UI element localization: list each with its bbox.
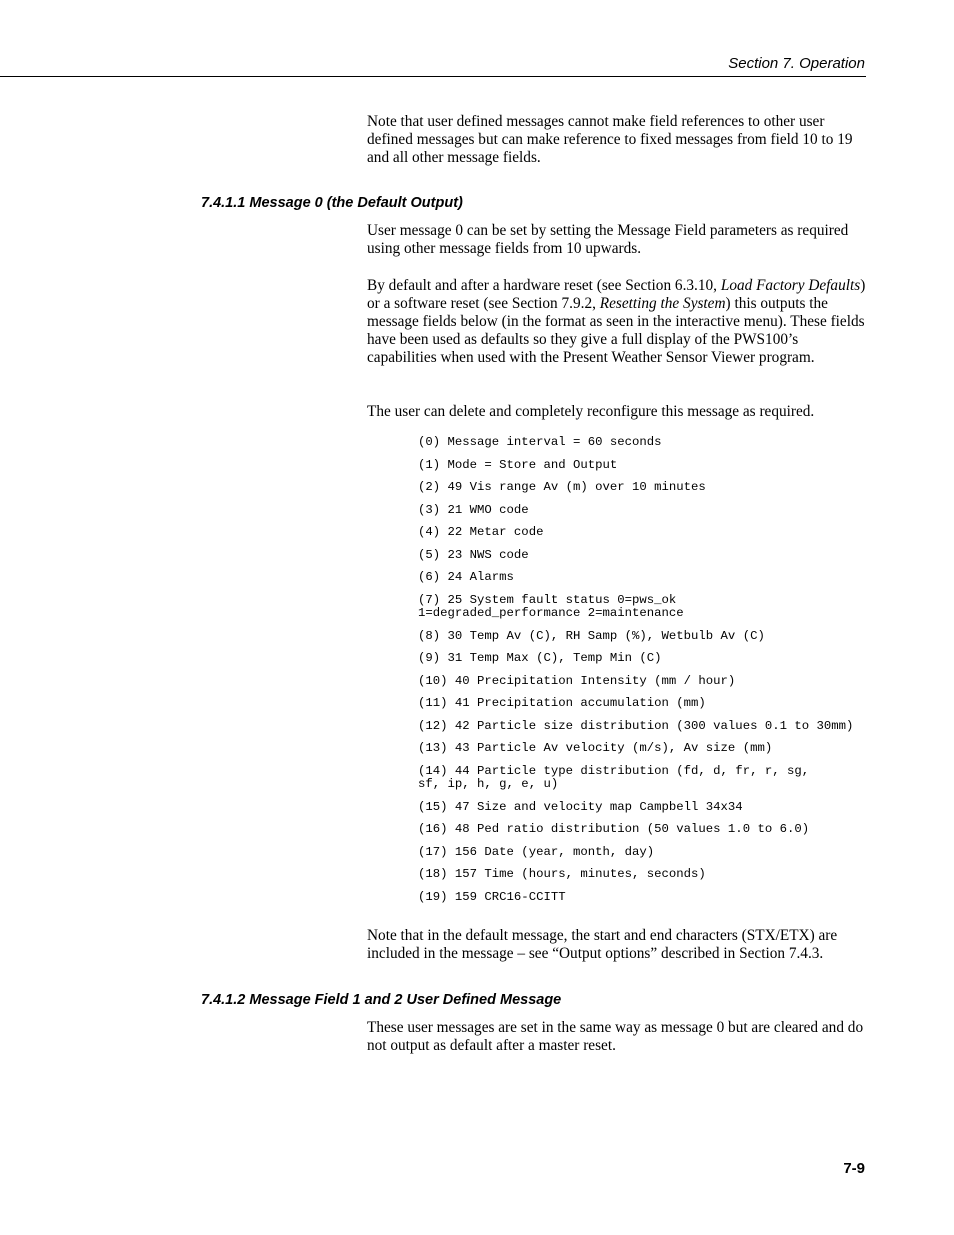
field-list-item: (17) 156 Date (year, month, day) bbox=[418, 844, 655, 859]
field-list-item: (6) 24 Alarms bbox=[418, 570, 514, 584]
field-list-item: (3) 21 WMO code bbox=[418, 502, 529, 517]
running-header: Section 7. Operation bbox=[728, 55, 865, 72]
field-list-item: (19) 159 CRC16-CCITT bbox=[418, 889, 566, 904]
field-list-item: (4) 22 Metar code bbox=[418, 525, 544, 539]
p2-text-a: By default and after a hardware reset (see Section 6.3.10, bbox=[367, 277, 721, 294]
field-list-item: (15) 47 Size and velocity map Campbell 34x34 bbox=[418, 799, 743, 814]
page-number: 7-9 bbox=[843, 1160, 865, 1177]
field-list-item: (16) 48 Ped ratio distribution (50 values 1.0 to 6.0) bbox=[418, 822, 810, 836]
message0-paragraph-2 bbox=[367, 277, 867, 367]
field-list-item: (5) 23 NWS code bbox=[418, 547, 529, 562]
field-list-item: (0) Message interval = 60 seconds bbox=[418, 435, 662, 449]
header-rule bbox=[0, 76, 866, 77]
p2-text-c: ) or a software reset (see Section 7.9.2, bbox=[367, 277, 866, 312]
section-heading-7-4-1-1: 7.4.1.1 Message 0 (the Default Output) bbox=[201, 195, 463, 211]
intro-paragraph: Note that user defined messages cannot make field references to other user defined messages but can make reference to fixed messages from field 10 to 19 and all other message fields. bbox=[367, 113, 853, 166]
message0-paragraph-1: User message 0 can be set by setting the Message Field parameters as required using other message fields from 10 upwards. bbox=[367, 222, 849, 257]
field-list-item: (8) 30 Temp Av (C), RH Samp (%), Wetbulb Av (C) bbox=[418, 628, 765, 643]
message0-paragraph-3: The user can delete and completely reconfigure this message as required. bbox=[367, 403, 815, 420]
field-list-item: (11) 41 Precipitation accumulation (mm) bbox=[418, 696, 706, 710]
field-list-item: (7) 25 System fault status 0=pws_ok 1=degraded_performance 2=maintenance bbox=[418, 592, 684, 620]
resetting-system-ref: Resetting the System bbox=[599, 295, 726, 312]
section-heading-7-4-1-2: 7.4.1.2 Message Field 1 and 2 User Defined Message bbox=[201, 992, 562, 1008]
field-list-item: (2) 49 Vis range Av (m) over 10 minutes bbox=[418, 480, 706, 494]
p2-text-e: ) this outputs the message fields below (in the format as seen in the interactive menu). These fields have been used as defaults so they give a full display of the PWS100’s capabilities when used with the Present Weather Sensor Viewer program. bbox=[367, 295, 865, 366]
field-list-item: (13) 43 Particle Av velocity (m/s), Av size (mm) bbox=[418, 741, 773, 755]
message0-paragraph-4: Note that in the default message, the start and end characters (STX/ETX) are included in the message – see “Output options” described in Section 7.4.3. bbox=[367, 927, 838, 962]
field-list-item: (14) 44 Particle type distribution (fd, d, fr, r, sg, sf, ip, h, g, e, u) bbox=[418, 763, 810, 791]
field-list-item: (12) 42 Particle size distribution (300 values 0.1 to 30mm) bbox=[418, 718, 854, 733]
field-list-item: (9) 31 Temp Max (C), Temp Min (C) bbox=[418, 651, 662, 665]
field-list-item: (18) 157 Time (hours, minutes, seconds) bbox=[418, 867, 706, 881]
field-list-item: (10) 40 Precipitation Intensity (mm / hour) bbox=[418, 673, 736, 688]
message-field-1-2-paragraph: These user messages are set in the same way as message 0 but are cleared and do not output as default after a master reset. bbox=[367, 1019, 864, 1054]
load-factory-defaults-ref: Load Factory Defaults bbox=[720, 277, 861, 294]
default-message-field-list bbox=[418, 436, 918, 913]
field-list-item: (1) Mode = Store and Output bbox=[418, 457, 618, 472]
